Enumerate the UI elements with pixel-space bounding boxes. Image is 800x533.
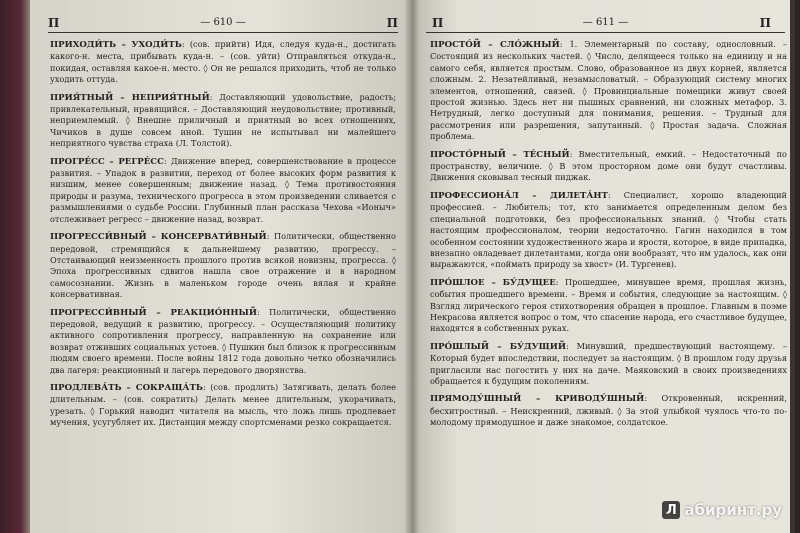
- watermark-text: абиринт.ру: [684, 501, 782, 519]
- right-header-letter-left: П: [432, 16, 444, 30]
- book-gutter: [404, 0, 420, 533]
- left-page-header: [48, 6, 398, 33]
- entry-definition: : (сов. продлить) Затягивать, делать более длительным. – (сов. сократить) Делать менее длительным, укорачивать, урезать. ◊ Горький наводит читателя на мысль, что ложь лишь продлевает мучения, усугубляет их. Дистанция между спортсменами резко сокращается.: [50, 381, 396, 428]
- dictionary-entry: [430, 149, 787, 184]
- left-page-number: — 610 —: [200, 17, 246, 28]
- dictionary-entry: [50, 382, 396, 429]
- dictionary-entry: [50, 231, 396, 300]
- left-page-body: [30, 39, 412, 429]
- labirint-watermark: [662, 501, 782, 519]
- entry-definition: : Минувший, предшествующий настоящему. – Который будет впоследствии, последует за настоящим. ◊ В прошлом году друзья пригласили нас погостить у них на даче. Маяковский в своих произведениях обращается к будущим поколениям.: [430, 340, 787, 386]
- entry-definition: : Прошедшее, минувшее время, прошлая жизнь, события прошедшего времени. – Время и события, следующие за настоящим. ◊ Взгляд лирического героя стихотворения обращен в прошлое. Главным в поэме Некрасова является вопрос о том, что спасение народа, его счастливое будущее, находятся в собственных руках.: [430, 276, 787, 334]
- entry-headword: ПРОДЛЕВА́ТЬ – СОКРАЩА́ТЬ: [50, 382, 203, 393]
- dictionary-entry: [430, 393, 787, 428]
- entry-headword: ПРОГРЕ́СС – РЕГРЕ́СС: [50, 156, 164, 167]
- entry-headword: ПРОФЕССИОНА́Л – ДИЛЕТА́НТ: [430, 190, 608, 201]
- entry-headword: ПРОСТО́Й – СЛО́ЖНЫЙ: [430, 40, 560, 50]
- page-edge: [790, 0, 795, 533]
- entry-definition: : Откровенный, искренний, бесхитростный. – Неискренний, лживый. ◊ За этой улыбкой чуялось что-то по-молодому прямодушное и даже знакомое, солдатское.: [430, 393, 787, 428]
- right-page-header: [426, 6, 785, 33]
- entry-definition: : (сов. прийти) Идя, следуя куда-н., достигать какого-н. места, прибывать куда-н. – (сов. уйти) Отправляться откуда-н., покидая, оставляя какое-н. место. ◊ Он не решался приходить, чтоб не только уходить оттуда.: [50, 39, 396, 85]
- right-page-number: — 611 —: [582, 17, 629, 28]
- book-cover-edge: [0, 0, 30, 533]
- dictionary-entry: [50, 92, 396, 150]
- labirint-logo-icon: Л: [662, 501, 680, 519]
- entry-definition: : Политически, общественно передовой, ведущий к развитию, прогрессу. – Осуществляющий политику активного сопротивления прогрессу, направленную на сохранение или возврат отживших социальных устоев. ◊ Пушкин был близок к прогрессивным людям своего времени. После войны 1812 года довольно четко обозначились два лагеря: реакционный и лагерь передового дворянства.: [50, 306, 396, 375]
- dictionary-entry: [430, 277, 787, 335]
- entry-headword: ПРО́ШЛЫЙ – БУ́ДУЩИЙ: [430, 341, 566, 352]
- entry-definition: : Движение вперед, совершенствование в процессе развития. – Упадок в развитии, переход от более высоких форм развития к низшим, менее совершенным; движение назад. ◊ Тема противостояния природы и разума, технического прогресса в этом произведении сливается с размышлениями о судьбе России. Глубинный план рассказа Чехова «Ионыч» отслеживает регресс – движение назад, возврат.: [50, 155, 397, 224]
- entry-definition: : 1. Элементарный по составу, однословный. – Состоящий из нескольких частей. ◊ Число, делящееся только на единицу и на самого себя, является простым. Слово, образованное из двух корней, является сложным. 2. Незатейливый, незамысловатый. – Образующий систему многих элементов, отношений, связей. ◊ Провинциальные помещики живут своей простой жизнью. Здесь нет ни пышных сравнений, ни сложных метафор. 3. Нетрудный, легко доступный для понимания, решения. – Трудный для рассмотрения или разрешения, запутанный. ◊ Простая задача. Сложная проблема.: [430, 39, 787, 142]
- dictionary-entry: [50, 307, 396, 376]
- entry-definition: : Доставляющий удовольствие, радость; привлекательный, нравящийся. – Доставляющий неудовольствие; противный, неприемлемый. ◊ Внешне приличный и приятный во всех отношениях, Чичиков в душе совсем иной. Тушин не испытывал ни малейшего неприятного чувства страха (Л. Толстой).: [50, 91, 396, 149]
- entry-headword: ПРОГРЕССИ́ВНЫЙ – РЕАКЦИО́ННЫЙ: [50, 307, 257, 318]
- entry-headword: ПРО́ШЛОЕ – БУ́ДУЩЕЕ: [430, 277, 556, 288]
- right-header-letter-right: П: [759, 16, 771, 30]
- entry-definition: : Политически, общественно передовой, стремящийся к дальнейшему развитию, прогрессу. – Отстаивающий неизменность прошлого против всякой новизны, прогресса. ◊ Эпоха прогрессивных сдвигов нашла свое отражение и в народном самосознании. Жизнь в маленьком городе очень вялая и крайне консервативная.: [50, 231, 396, 300]
- dictionary-entry: [430, 341, 787, 388]
- entry-headword: ПРИЯ́ТНЫЙ – НЕПРИЯ́ТНЫЙ: [50, 92, 210, 103]
- entry-definition: : Вместительный, емкий. – Недостаточный по пространству, величине. ◊ В этом просторном доме они будут счастливы. Движения сковывал тесный пиджак.: [430, 148, 787, 183]
- entry-headword: ПРИХОДИ́ТЬ – УХОДИ́ТЬ: [50, 40, 182, 50]
- entry-headword: ПРЯМОДУ́ШНЫЙ – КРИВОДУ́ШНЫЙ: [430, 394, 645, 405]
- dictionary-entry: [50, 39, 396, 86]
- right-page-body: [412, 39, 795, 429]
- entry-definition: : Специалист, хорошо владеющий профессией. – Любитель; тот, кто занимается определенным делом без специальной подготовки, без профессиональных знаний. ◊ Чтобы стать настоящим профессионалом, теории недостаточно. Гагин находился в том особенном состоянии художественного жара и ярости, которое, в виде припадка, внезапно овладевает дилетантами, когда они вообразят, что им удалось, как они выражаются, «поймать природу за хвост» (И. Тургенев).: [430, 189, 788, 270]
- dictionary-entry: [430, 190, 787, 271]
- entry-headword: ПРОГРЕССИ́ВНЫЙ – КОНСЕРВАТИ́ВНЫЙ: [50, 232, 267, 243]
- dictionary-entry: [430, 39, 787, 143]
- entry-headword: ПРОСТО́РНЫЙ – ТЕ́СНЫЙ: [430, 149, 570, 160]
- left-header-letter-left: П: [48, 16, 60, 30]
- right-page: [412, 0, 795, 533]
- dictionary-entry: [50, 156, 396, 225]
- left-header-letter-right: П: [386, 16, 398, 30]
- left-page: [30, 0, 412, 533]
